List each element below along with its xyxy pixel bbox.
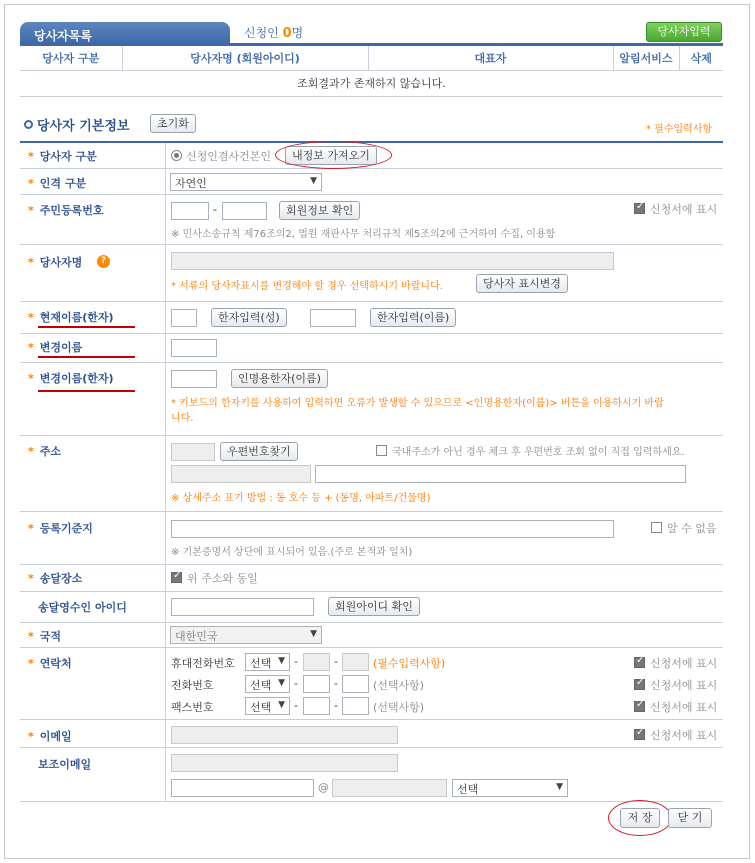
- section-title: [24, 115, 129, 134]
- row-line: [20, 362, 723, 363]
- changed-name-label: * 변경이름: [28, 341, 83, 354]
- nationality-label: * 국적: [28, 630, 62, 643]
- verify-member-id-button[interactable]: 회원아이디 확인: [328, 597, 420, 616]
- registry-unknown-label: 알 수 없음: [667, 522, 717, 535]
- mobile-last-input: [342, 653, 369, 671]
- sub-email-domain-input: [332, 779, 447, 797]
- col-notification: 알림서비스: [613, 46, 679, 70]
- rrn-note: ※ 민사소송규칙 제76조의2, 법원 재판사무 처리규칙 제5조의2에 근거하여 수집, 이용함: [171, 229, 556, 240]
- rrn-show-checkbox[interactable]: [634, 203, 645, 214]
- fax-hint: (선택사항): [373, 701, 425, 714]
- input-hanja-surname-button[interactable]: 한자입력(성): [211, 308, 287, 327]
- foreign-address-checkbox[interactable]: [376, 445, 387, 456]
- highlight-ring: [275, 141, 392, 169]
- changed-name-hanja-label: * 변경이름(한자): [28, 372, 114, 385]
- address-label: * 주소: [28, 445, 62, 458]
- address-detail-input[interactable]: [315, 465, 686, 483]
- registry-note: ※ 기본증명서 상단에 표시되어 있음.(주로 본적과 일치): [171, 547, 413, 558]
- email-show-label: 신청서에 표시: [650, 729, 718, 742]
- row-line: [20, 301, 723, 302]
- surname-hanja-input[interactable]: [171, 309, 197, 327]
- close-button[interactable]: 닫 기: [668, 808, 712, 828]
- section-bullet-icon: [24, 120, 33, 129]
- hanja-note-line1: * 키보드의 한자키를 사용하여 입력하면 오류가 발생할 수 있으므로 <인명용한자(이름)> 버튼을 이용하시기 바랍: [171, 398, 664, 409]
- registry-label: * 등록기준지: [28, 522, 93, 535]
- name-hanja-button[interactable]: 인명용한자(이름): [231, 369, 328, 388]
- save-button[interactable]: 저 장: [620, 808, 660, 828]
- fax-last-input[interactable]: [342, 697, 369, 715]
- rrn-show-label: 신청서에 표시: [650, 203, 718, 216]
- mobile-prefix-select[interactable]: 선택 ▼: [245, 653, 290, 671]
- fax-show-checkbox[interactable]: [634, 701, 645, 712]
- sub-email-domain-select[interactable]: 선택 ▼: [452, 779, 568, 797]
- delivery-same-label: 위 주소와 동일: [187, 572, 258, 585]
- email-label: * 이메일: [28, 730, 72, 743]
- red-underline: [38, 356, 135, 358]
- change-party-display-button[interactable]: 당사자 표시변경: [476, 274, 568, 293]
- mobile-mid-input: [303, 653, 330, 671]
- col-representative: 대표자: [368, 46, 613, 70]
- given-hanja-input[interactable]: [310, 309, 356, 327]
- sub-email-id-input[interactable]: [171, 779, 314, 797]
- chevron-down-icon: ▼: [278, 678, 285, 688]
- mobile-label: 휴대전화번호: [171, 657, 235, 670]
- reset-button[interactable]: 초기화: [150, 114, 196, 133]
- fax-show-label: 신청서에 표시: [650, 701, 718, 714]
- fax-label: 팩스번호: [171, 701, 214, 714]
- phone-show-checkbox[interactable]: [634, 679, 645, 690]
- empty-message: 조회결과가 존재하지 않습니다.: [20, 70, 723, 96]
- phone-last-input[interactable]: [342, 675, 369, 693]
- person-type-label: * 인격 구분: [28, 177, 87, 190]
- rrn-back-input[interactable]: [222, 202, 267, 220]
- red-underline: [38, 326, 135, 328]
- dash: -: [334, 699, 338, 712]
- delivery-same-checkbox[interactable]: [171, 572, 182, 583]
- row-line: [20, 244, 723, 245]
- highlight-ring: [608, 800, 672, 836]
- party-name-input: [171, 252, 614, 270]
- fax-prefix-select[interactable]: 선택 ▼: [245, 697, 290, 715]
- row-line: [20, 333, 723, 334]
- dash: -: [294, 677, 298, 690]
- find-zipcode-button[interactable]: 우편번호찾기: [220, 442, 298, 461]
- applicant-label: 신청인: [244, 26, 279, 40]
- mobile-show-checkbox[interactable]: [634, 657, 645, 668]
- delivery-receiver-label: 송달영수인 아이디: [38, 601, 127, 614]
- zipcode-input: [171, 443, 215, 461]
- party-list-table: [20, 46, 723, 97]
- help-icon[interactable]: ?: [97, 255, 110, 268]
- applicant-number: 0: [282, 26, 292, 41]
- sub-email-label: 보조이메일: [38, 758, 92, 771]
- dash: -: [294, 699, 298, 712]
- mobile-show-label: 신청서에 표시: [650, 657, 718, 670]
- party-name-note: * 서류의 당사자표시를 변경해야 할 경우 선택하시기 바랍니다.: [171, 281, 443, 292]
- phone-mid-input[interactable]: [303, 675, 330, 693]
- changed-name-hanja-input[interactable]: [171, 370, 217, 388]
- registry-input[interactable]: [171, 520, 614, 538]
- fax-mid-input[interactable]: [303, 697, 330, 715]
- required-note: * 필수입력사항: [646, 124, 713, 135]
- dash: -: [294, 655, 298, 668]
- registry-unknown-checkbox[interactable]: [651, 522, 662, 533]
- row-line: [20, 435, 723, 436]
- chevron-down-icon: ▼: [278, 656, 285, 666]
- col-party-name: 당사자명 (회원아이디): [122, 46, 368, 70]
- row-line: [20, 719, 723, 720]
- row-line: [20, 591, 723, 592]
- dash: -: [334, 677, 338, 690]
- delivery-label: * 송달장소: [28, 572, 83, 585]
- person-type-select[interactable]: 자연인 ▼: [170, 173, 322, 191]
- rrn-front-input[interactable]: [171, 202, 209, 220]
- add-party-button[interactable]: 당사자입력: [646, 22, 722, 42]
- input-hanja-given-button[interactable]: 한자입력(이름): [370, 308, 456, 327]
- delivery-receiver-input[interactable]: [171, 598, 314, 616]
- phone-show-label: 신청서에 표시: [650, 679, 718, 692]
- contact-label: * 연락처: [28, 657, 72, 670]
- phone-prefix-select[interactable]: 선택 ▼: [245, 675, 290, 693]
- row-line: [20, 511, 723, 512]
- row-line: [20, 647, 723, 648]
- address-note: ※ 상세주소 표기 방법 : 동 호수 등 + (동명, 아파트/건물명): [171, 493, 431, 504]
- rrn-dash: -: [213, 203, 217, 216]
- party-type-label: * 당사자 구분: [28, 150, 97, 163]
- mobile-hint: (필수입력사항): [373, 657, 446, 670]
- rrn-label: * 주민등록번호: [28, 204, 104, 217]
- phone-label: 전화번호: [171, 679, 214, 692]
- chevron-down-icon: ▼: [556, 782, 563, 792]
- hanja-note-line2: 니다.: [171, 413, 194, 424]
- changed-name-input[interactable]: [171, 339, 217, 357]
- dash: -: [334, 655, 338, 668]
- row-line: [20, 564, 723, 565]
- foreign-address-label: 국내주소가 아닌 경우 체크 후 우편번호 조회 없이 직접 입력하세요.: [392, 447, 685, 458]
- applicant-count: [244, 24, 303, 41]
- at-sign: @: [318, 781, 329, 794]
- chevron-down-icon: ▼: [310, 176, 317, 186]
- col-delete: 삭제: [679, 46, 723, 70]
- col-party-type: 당사자 구분: [20, 46, 122, 70]
- chevron-down-icon: ▼: [278, 700, 285, 710]
- form-top-line: [20, 141, 723, 143]
- row-line: [20, 194, 723, 195]
- row-line: [20, 168, 723, 169]
- section-title-text: 당사자 기본정보: [37, 119, 130, 134]
- party-list-title: 당사자목록: [34, 29, 92, 43]
- nationality-select: 대한민국 ▼: [170, 626, 322, 644]
- chevron-down-icon: ▼: [310, 629, 317, 639]
- row-line: [20, 622, 723, 623]
- party-type-radio-label: 신청인겸사건본인: [186, 150, 272, 163]
- party-list-tab: [20, 22, 230, 44]
- email-show-checkbox[interactable]: [634, 729, 645, 740]
- red-underline: [38, 390, 135, 392]
- fetch-my-info-button[interactable]: 내정보 가져오기: [285, 146, 377, 165]
- email-input: [171, 726, 398, 744]
- applicant-unit: 명: [291, 26, 304, 40]
- phone-hint: (선택사항): [373, 679, 425, 692]
- party-type-radio[interactable]: [171, 150, 182, 161]
- form-label-divider: [165, 143, 166, 801]
- sub-email-display: [171, 754, 398, 772]
- row-line: [20, 801, 723, 802]
- verify-member-info-button[interactable]: 회원정보 확인: [279, 201, 360, 220]
- party-name-label: * 당사자명: [28, 256, 83, 269]
- row-line: [20, 747, 723, 748]
- current-name-hanja-label: * 현재이름(한자): [28, 311, 114, 324]
- address-main-input: [171, 465, 311, 483]
